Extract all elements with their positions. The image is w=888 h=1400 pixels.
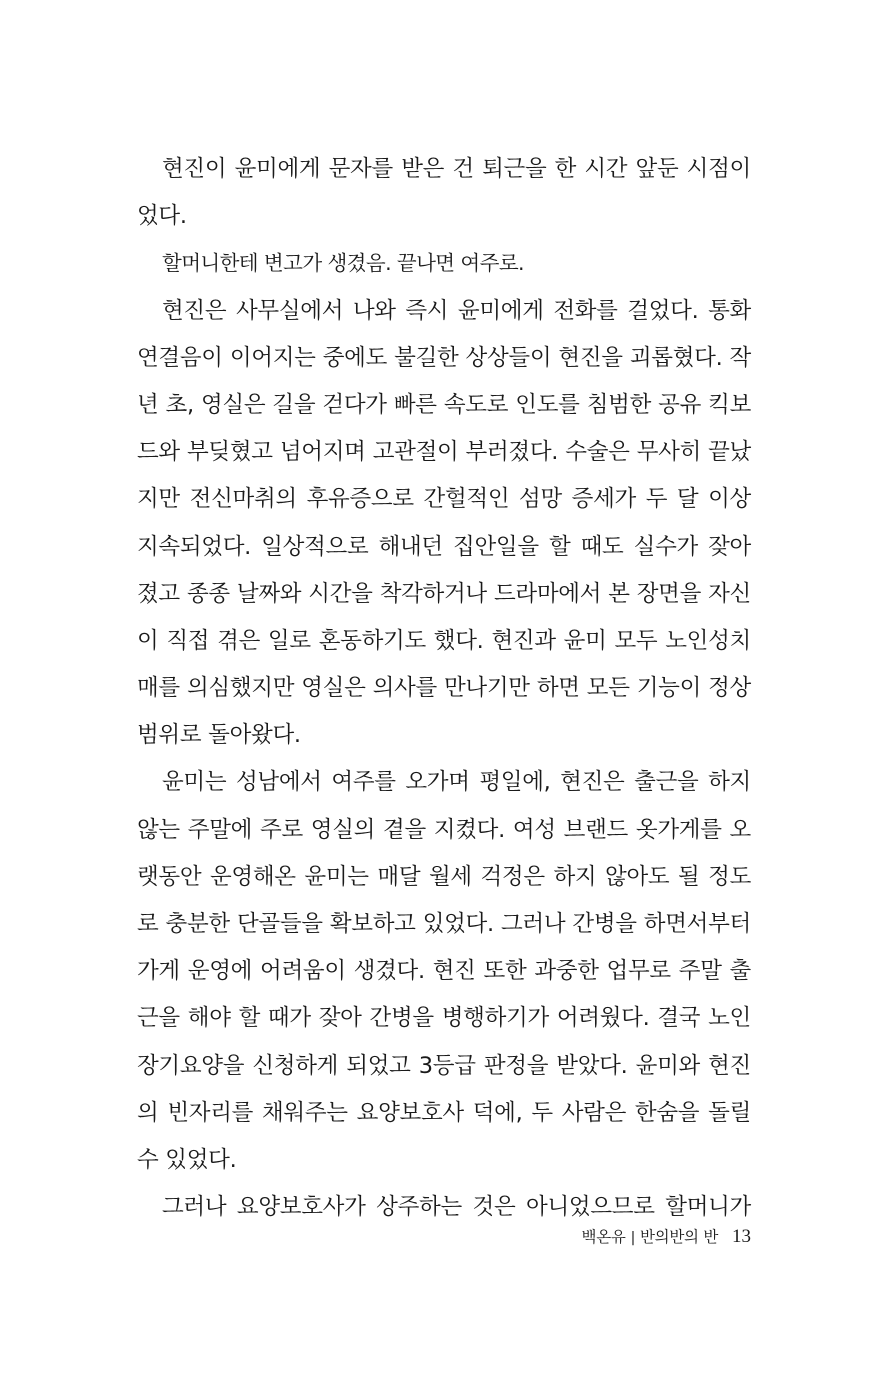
text-line: 매를 의심했지만 영실은 의사를 만나기만 하면 모든 기능이 정상 [137,675,751,702]
text-line: 연결음이 이어지는 중에도 불길한 상상들이 현진을 괴롭혔다. 작 [137,344,751,371]
text-line: 었다. [137,203,187,230]
body-text [137,146,751,1231]
text-line: 수 있었다. [137,1146,237,1173]
text-line: 의 빈자리를 채워주는 요양보호사 덕에, 두 사람은 한숨을 돌릴 [137,1099,751,1126]
text-line: 이 직접 겪은 일로 혼동하기도 했다. 현진과 윤미 모두 노인성치 [137,627,751,654]
text-line: 않는 주말에 주로 영실의 곁을 지켰다. 여성 브랜드 옷가게를 오 [137,816,751,843]
text-line: 현진이 윤미에게 문자를 받은 건 퇴근을 한 시간 앞둔 시점이 [162,156,751,182]
text-line: 드와 부딪혔고 넘어지며 고관절이 부러졌다. 수술은 무사히 끝났 [137,439,751,466]
text-line: 로 충분한 단골들을 확보하고 있었다. 그러나 간병을 하면서부터 [137,911,751,937]
text-line: 현진은 사무실에서 나와 즉시 윤미에게 전화를 걸었다. 통화 [162,297,751,324]
footer-book-title: 반의반의 반 [640,1228,718,1246]
text-line: 범위로 돌아왔다. [137,722,301,749]
text-line: 졌고 종종 날짜와 시간을 착각하거나 드라마에서 본 장면을 자신 [137,580,751,607]
page-number: 13 [732,1226,751,1247]
text-line: 랫동안 운영해온 윤미는 매달 월세 걱정은 하지 않아도 될 정도 [137,863,751,890]
text-line: 지만 전신마취의 후유증으로 간헐적인 섬망 증세가 두 달 이상 [137,486,751,513]
text-line: 윤미는 성남에서 여주를 오가며 평일에, 현진은 출근을 하지 [162,769,751,796]
text-line: 근을 해야 할 때가 잦아 간병을 병행하기가 어려웠다. 결국 노인 [137,1005,751,1032]
footer-separator: | [630,1230,635,1246]
text-line: 가게 운영에 어려움이 생겼다. 현진 또한 과중한 업무로 주말 출 [137,958,751,985]
text-message-line: 할머니한테 변고가 생겼음. 끝나면 여주로. [162,251,524,276]
page-footer [582,1225,751,1248]
text-line: 년 초, 영실은 길을 걷다가 빠른 속도로 인도를 침범한 공유 킥보 [137,391,751,418]
text-line: 지속되었다. 일상적으로 해내던 집안일을 할 때도 실수가 잦아 [137,533,751,560]
text-line: 장기요양을 신청하게 되었고 3등급 판정을 받았다. 윤미와 현진 [137,1052,751,1079]
footer-author: 백온유 [581,1228,626,1246]
text-line: 그러나 요양보호사가 상주하는 것은 아니었으므로 할머니가 [162,1194,751,1221]
